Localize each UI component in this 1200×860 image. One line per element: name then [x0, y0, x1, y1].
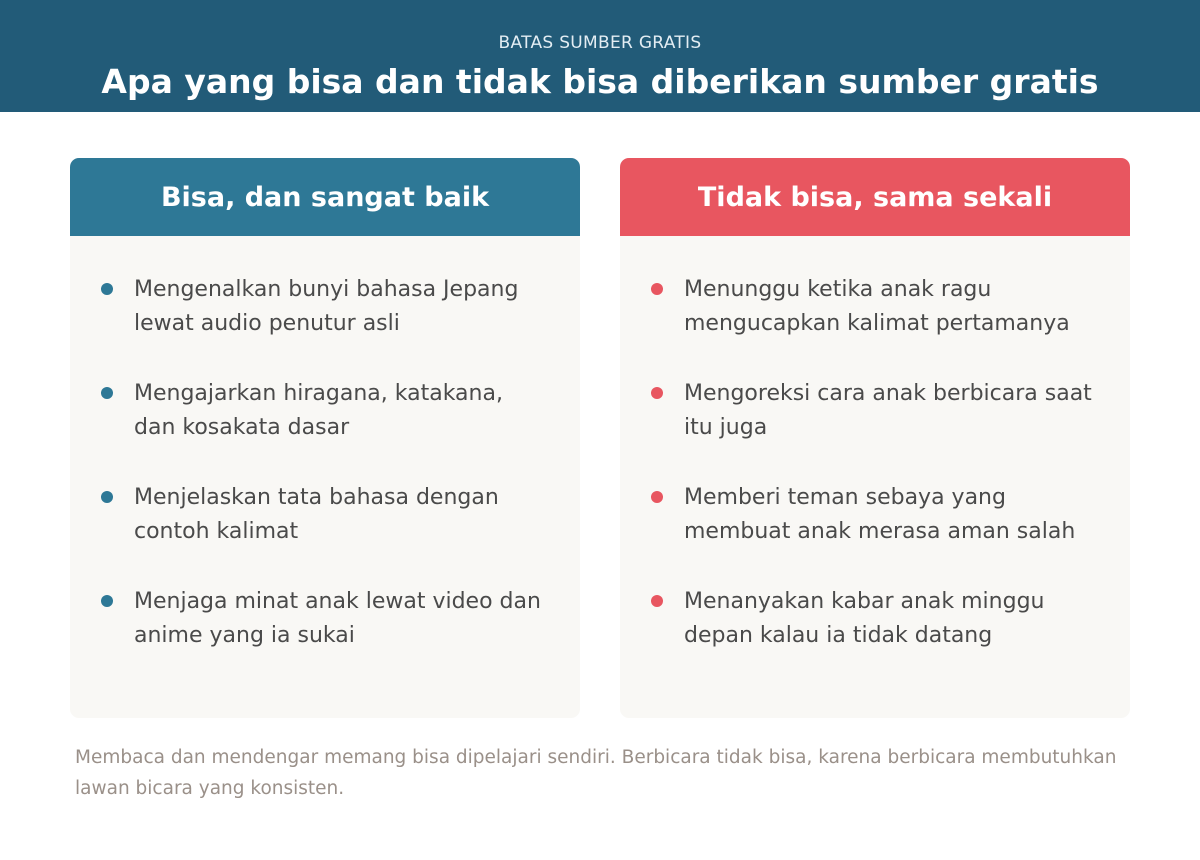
bullet-dot-icon [101, 595, 113, 607]
cannot-list [620, 273, 1130, 689]
list-item-text: Menanyakan kabar anak minggu depan kalau ia tidak datang [684, 589, 1045, 648]
can-list [70, 273, 580, 689]
can-card [70, 158, 580, 718]
list-item [620, 377, 1130, 481]
list-item-text: Menunggu ketika anak ragu mengucapkan kalimat pertamanya [684, 277, 1070, 336]
bullet-dot-icon [651, 595, 663, 607]
list-item-text: Menjaga minat anak lewat video dan anime yang ia sukai [134, 589, 541, 648]
list-item-text: Mengajarkan hiragana, katakana, dan kosakata dasar [134, 381, 503, 440]
page-header [0, 0, 1200, 112]
can-card-heading: Bisa, dan sangat baik [70, 158, 580, 236]
footnote: Membaca dan mendengar memang bisa dipelajari sendiri. Berbicara tidak bisa, karena berbicara membutuhkan lawan bicara yang konsisten. [75, 747, 1117, 799]
list-item-text: Mengoreksi cara anak berbicara saat itu juga [684, 381, 1092, 440]
list-item [620, 481, 1130, 585]
list-item [70, 377, 580, 481]
bullet-dot-icon [651, 283, 663, 295]
bullet-dot-icon [651, 387, 663, 399]
list-item [70, 273, 580, 377]
list-item [70, 585, 580, 689]
bullet-dot-icon [101, 491, 113, 503]
bullet-dot-icon [101, 283, 113, 295]
page-title: Apa yang bisa dan tidak bisa diberikan sumber gratis [101, 62, 1099, 101]
bullet-dot-icon [101, 387, 113, 399]
list-item-text: Mengenalkan bunyi bahasa Jepang lewat audio penutur asli [134, 277, 519, 336]
bullet-dot-icon [651, 491, 663, 503]
list-item-text: Memberi teman sebaya yang membuat anak merasa aman salah [684, 485, 1076, 544]
list-item [70, 481, 580, 585]
header-eyebrow: BATAS SUMBER GRATIS [498, 33, 702, 53]
list-item [620, 273, 1130, 377]
cannot-card [620, 158, 1130, 718]
cannot-card-heading: Tidak bisa, sama sekali [620, 158, 1130, 236]
list-item-text: Menjelaskan tata bahasa dengan contoh kalimat [134, 485, 499, 544]
list-item [620, 585, 1130, 689]
